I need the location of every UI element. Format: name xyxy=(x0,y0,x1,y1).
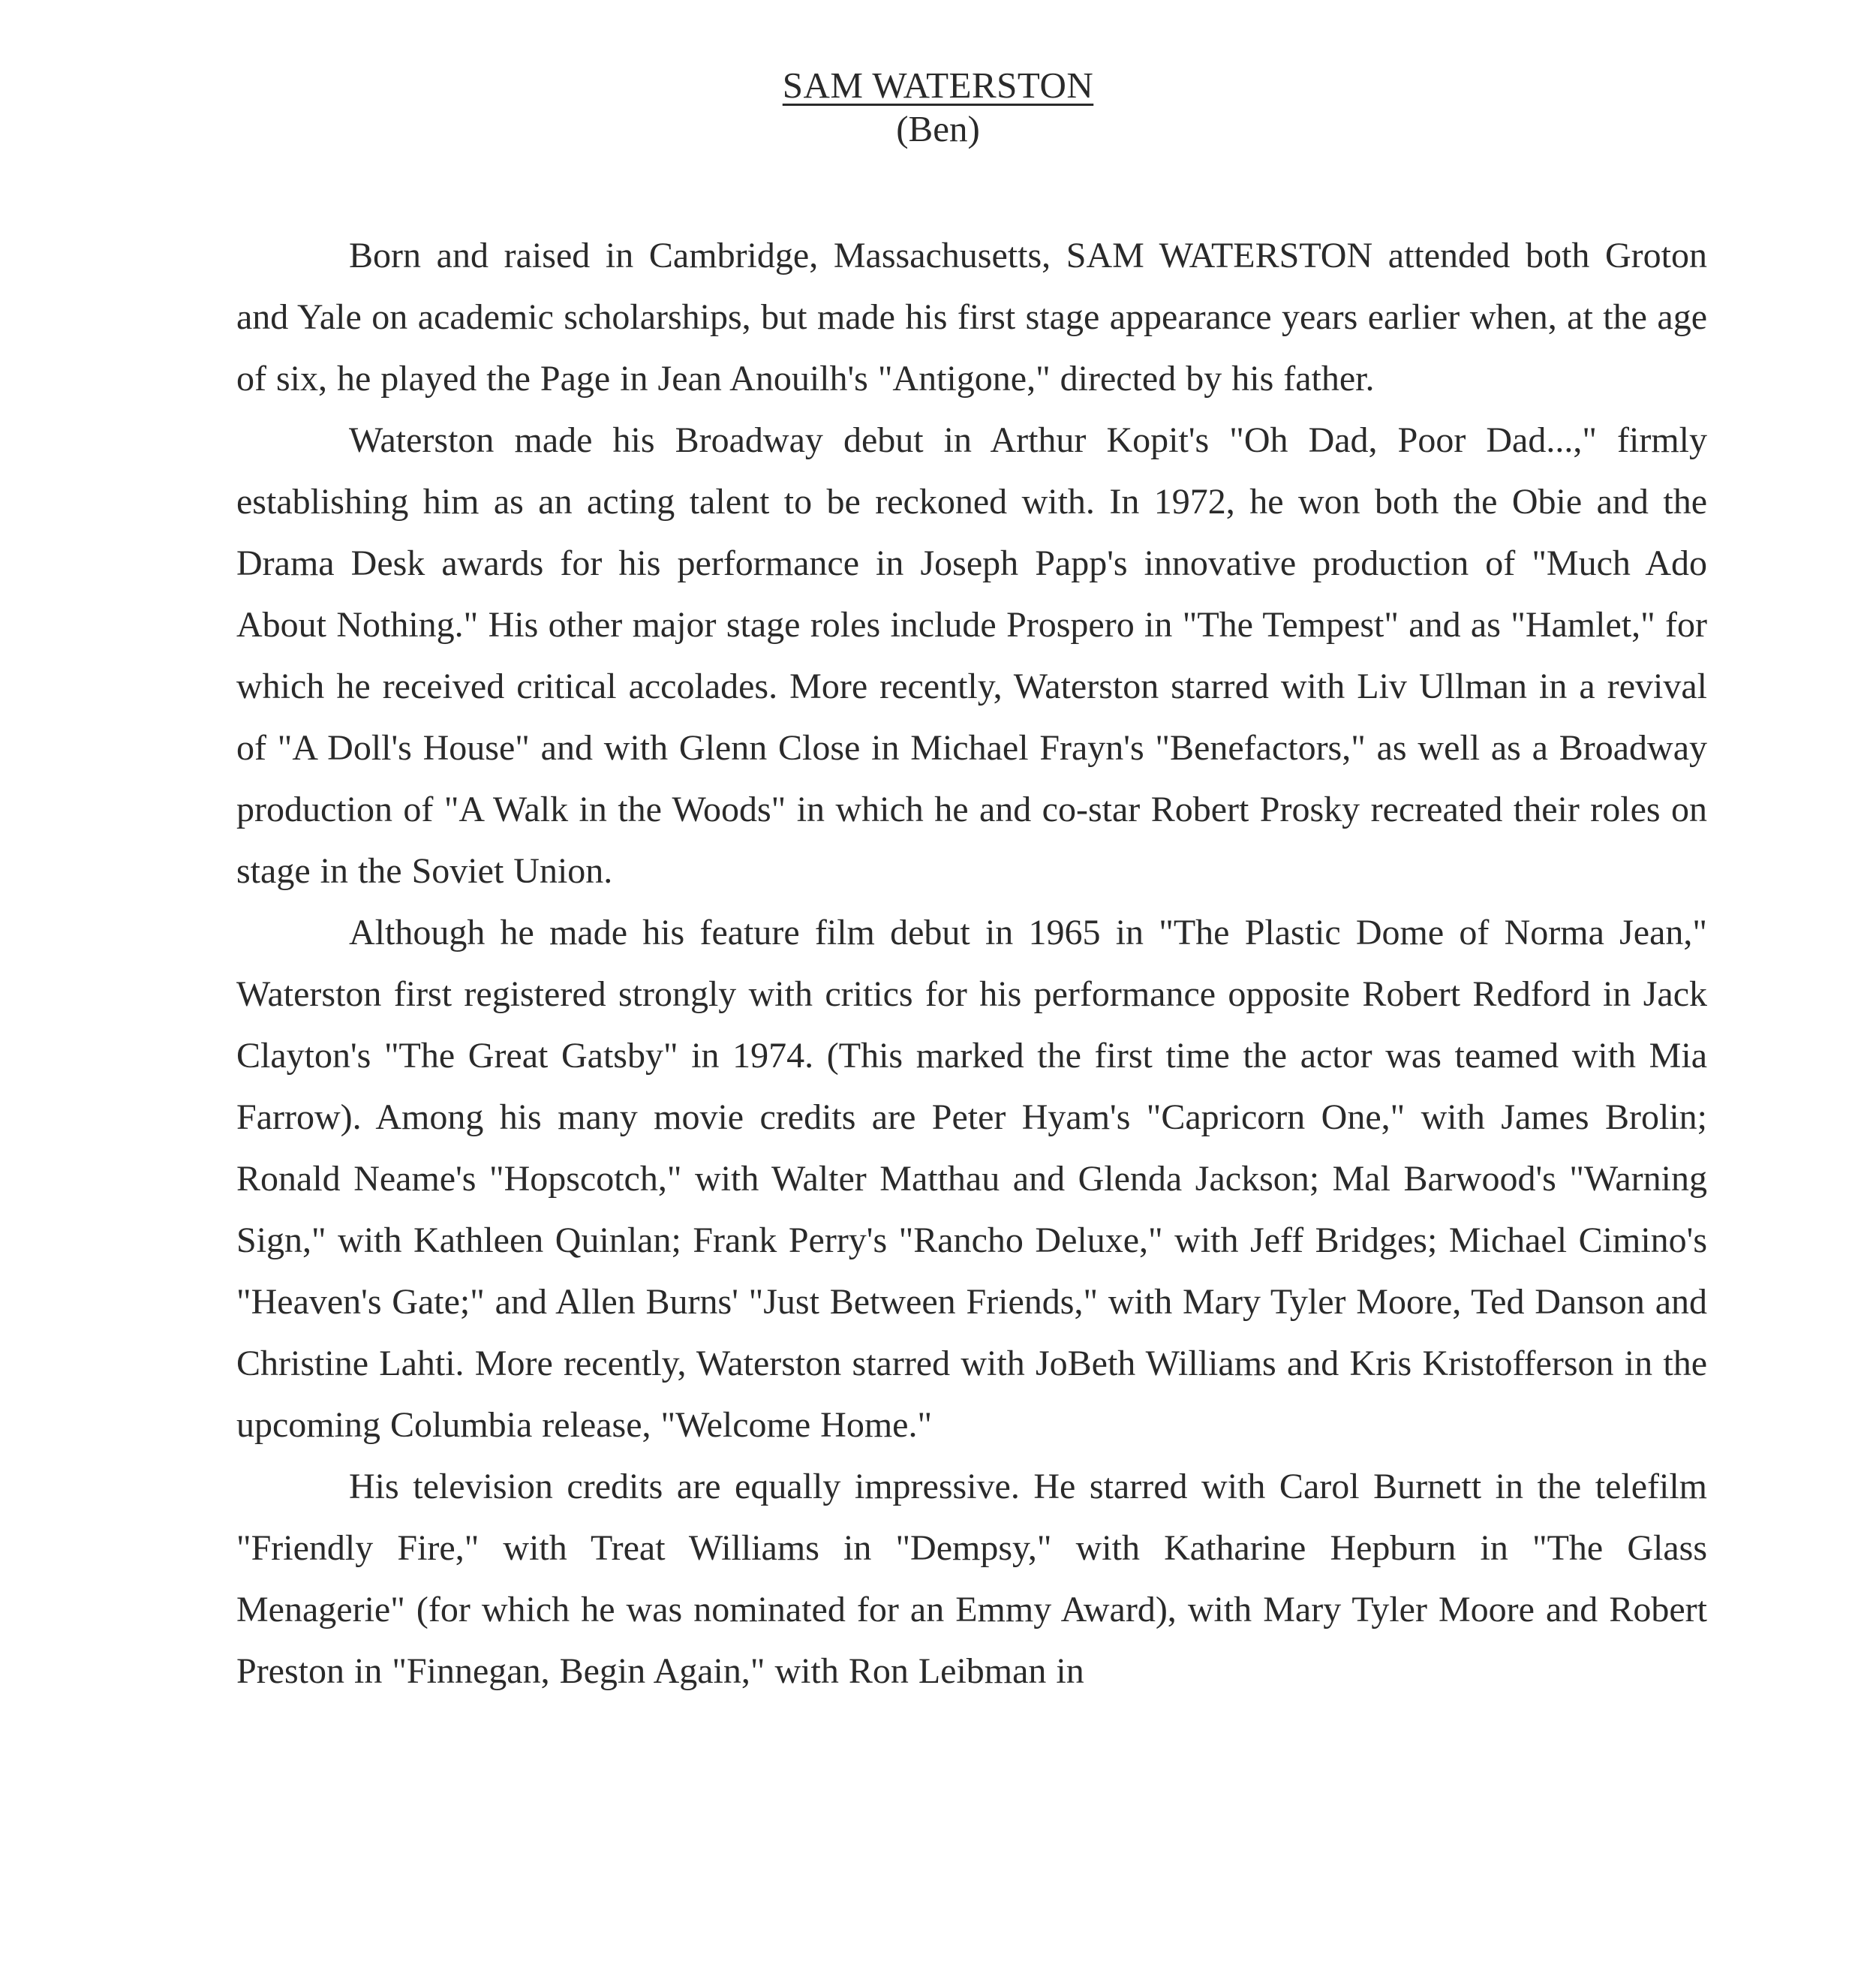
paragraph-television-career: His television credits are equally impressive. He starred with Carol Burnett in the telefilm "Friendly Fire," with Treat Williams in "Dempsy," with Katharine Hepburn in "The Glass Menagerie" (for which he was nominated for an Emmy Award), with Mary Tyler Moore and Robert Preston in "Finnegan, Begin Again," with Ron Leibman in xyxy=(236,1467,1707,1691)
biography-body xyxy=(236,225,1707,1702)
paragraph-film-career: Although he made his feature film debut in 1965 in "The Plastic Dome of Norma Jean," Waterston first registered strongly with critics for his performance opposite Robert Redford in Jack Clayton's "The Great Gatsby" in 1974. (This marked the first time the actor was teamed with Mia Farrow). Among his many movie credits are Peter Hyam's "Capricorn One," with James Brolin; Ronald Neame's "Hopscotch," with Walter Matthau and Glenda Jackson; Mal Barwood's "Warning Sign," with Kathleen Quinlan; Frank Perry's "Rancho Deluxe," with Jeff Bridges; Michael Cimino's "Heaven's Gate;" and Allen Burns' "Just Between Friends," with Mary Tyler Moore, Ted Danson and Christine Lahti. More recently, Waterston starred with JoBeth Williams and Kris Kristofferson in the upcoming Columbia release, "Welcome Home." xyxy=(236,913,1707,1445)
actor-name: SAM WATERSTON xyxy=(782,65,1094,106)
paragraph-early-life: Born and raised in Cambridge, Massachusetts, SAM WATERSTON attended both Groton and Yale on academic scholarships, but made his first stage appearance years earlier when, at the age of six, he played the Page in Jean Anouilh's "Antigone," directed by his father. xyxy=(236,236,1707,399)
paragraph-stage-career: Waterston made his Broadway debut in Arthur Kopit's "Oh Dad, Poor Dad...," firmly establishing him as an acting talent to be reckoned with. In 1972, he won both the Obie and the Drama Desk awards for his performance in Joseph Papp's innovative production of "Much Ado About Nothing." His other major stage roles include Prospero in "The Tempest" and as "Hamlet," for which he received critical accolades. More recently, Waterston starred with Liv Ullman in a revival of "A Doll's House" and with Glenn Close in Michael Frayn's "Benefactors," as well as a Broadway production of "A Walk in the Woods" in which he and co-star Robert Prosky recreated their roles on stage in the Soviet Union. xyxy=(236,420,1707,891)
page-title xyxy=(0,63,1876,108)
role-name: (Ben) xyxy=(896,108,980,149)
